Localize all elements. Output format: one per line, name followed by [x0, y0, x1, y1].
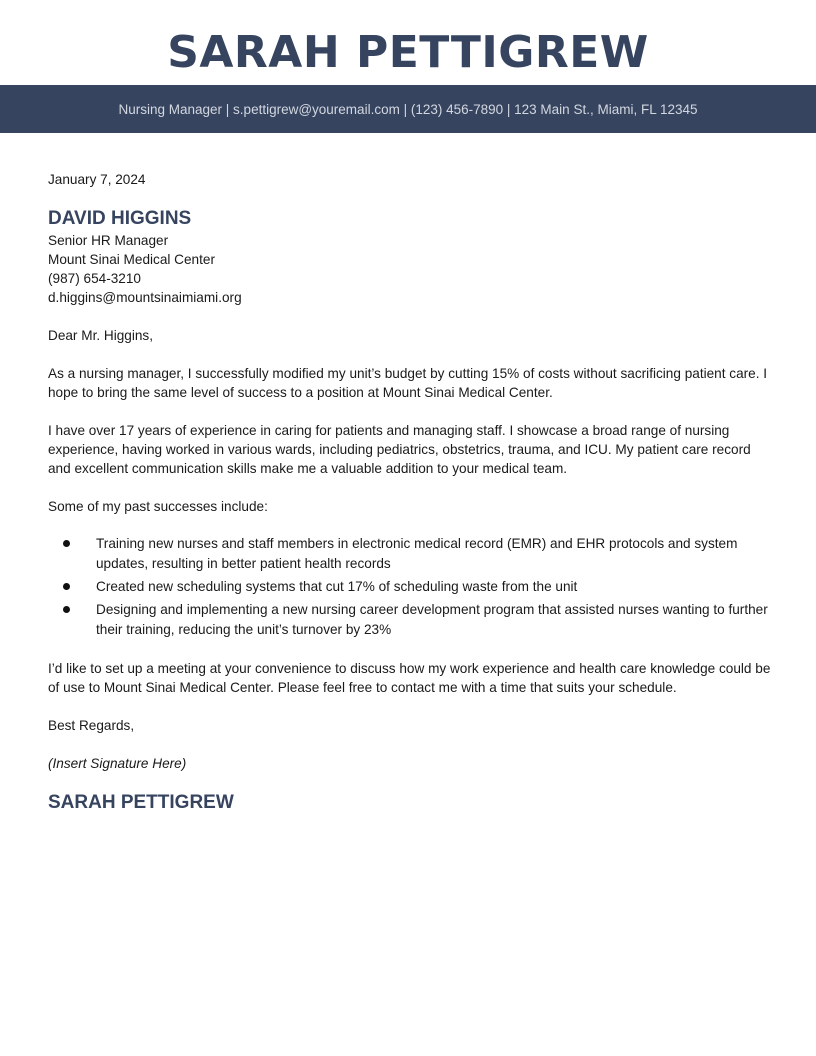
successes-intro: Some of my past successes include: [48, 499, 268, 514]
salutation: Dear Mr. Higgins, [48, 328, 154, 343]
list-item [48, 534, 772, 574]
bullet-icon [63, 606, 70, 613]
signature-placeholder: (Insert Signature Here) [48, 756, 187, 771]
letter-date: January 7, 2024 [48, 172, 146, 187]
body-paragraph-1: As a nursing manager, I successfully modified my unit’s budget by cutting 15% of costs without sacrificing patient care. I hope to bring the same level of success to a position at Mount Sinai Medical Center. [48, 366, 768, 400]
list-item [48, 600, 772, 640]
list-item-text: Designing and implementing a new nursing career development program that assisted nurses wanting to further their training, reducing the unit’s turnover by 23% [96, 602, 768, 637]
recipient-block [48, 207, 772, 307]
bullet-icon [63, 540, 70, 547]
contact-banner [0, 85, 816, 133]
recipient-email: d.higgins@mountsinaimiami.org [48, 290, 242, 305]
closing: Best Regards, [48, 718, 135, 733]
sender-name-heading: SARAH PETTIGREW [167, 27, 649, 78]
contact-line: Nursing Manager | s.pettigrew@youremail.com | (123) 456-7890 | 123 Main St., Miami, FL 12345 [118, 101, 698, 117]
recipient-phone: (987) 654-3210 [48, 271, 141, 286]
recipient-name: DAVID HIGGINS [48, 208, 192, 229]
recipient-title: Senior HR Manager [48, 233, 169, 248]
letter-body [48, 170, 772, 815]
successes-list [48, 534, 772, 640]
list-item [48, 577, 772, 597]
body-paragraph-2: I have over 17 years of experience in caring for patients and managing staff. I showcase a broad range of nursing experience, having worked in various wards, including pediatrics, obstetrics, trauma, and ICU. My patient care record and excellent communication skills make me a valuable addition to your medical team. [48, 423, 751, 476]
signer-name: SARAH PETTIGREW [48, 792, 234, 813]
list-item-text: Created new scheduling systems that cut 17% of scheduling waste from the unit [96, 579, 578, 594]
bullet-icon [63, 583, 70, 590]
recipient-organization: Mount Sinai Medical Center [48, 252, 215, 267]
body-paragraph-3: I’d like to set up a meeting at your convenience to discuss how my work experience and health care knowledge could be of use to Mount Sinai Medical Center. Please feel free to contact me with a time that suits your schedule. [48, 661, 771, 695]
list-item-text: Training new nurses and staff members in electronic medical record (EMR) and EHR protocols and system updates, resulting in better patient health records [96, 536, 738, 571]
